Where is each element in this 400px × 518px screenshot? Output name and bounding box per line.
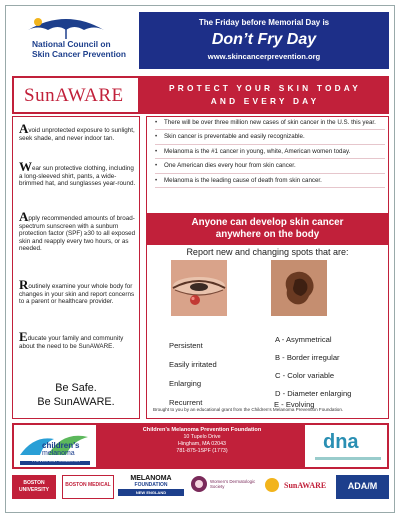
fdd-top-line: The Friday before Memorial Day is (198, 18, 330, 27)
flyer (5, 5, 395, 513)
fdd-url[interactable]: www.skincancerprevention.org (207, 52, 321, 61)
cmpf-logo-word2: melanoma (42, 450, 75, 457)
mf-line3: NEW ENGLAND (118, 489, 184, 496)
symptom-item: Enlarging (169, 379, 202, 388)
tip-cap: R (19, 277, 29, 292)
facts-list (155, 119, 385, 191)
wds-text: Women’s Dermatologic Society (210, 479, 256, 489)
tip-routinely (19, 277, 137, 306)
bmc-text: BOSTON MEDICAL (65, 482, 111, 488)
org-name-line1: National Council on (32, 39, 111, 49)
slogan-line2: Be SunAWARE. (37, 396, 115, 408)
abcde-item: B - Border irregular (275, 353, 340, 362)
boston-medical-logo (62, 475, 114, 499)
fact-item: • There will be over three million new cases of skin cancer in the U.S. this year. (155, 119, 385, 130)
dna-logo-text: dna (323, 431, 359, 453)
bu-text: BOSTON UNIVERSITY (18, 480, 49, 493)
tagline-line2: AND EVERY DAY (210, 96, 320, 106)
symptom-item: Recurrent (169, 398, 203, 407)
sunaware-banner (12, 76, 389, 114)
tip-text: ducate your family and community about the need to be SunAWARE. (19, 335, 124, 350)
foundation-address (102, 427, 302, 455)
sunaware-small-text: SunAWARE (284, 481, 327, 490)
sun-icon (262, 475, 282, 499)
symptom-item: Persistent (169, 341, 203, 350)
cmpf-logo-word3: PREVENTION FOUNDATION (32, 459, 80, 463)
tip-wear (19, 159, 137, 188)
tip-text: void unprotected exposure to sunlight, seek shade, and never indoor tan. (19, 127, 135, 142)
report-heading: Report new and changing spots that are: (186, 247, 349, 257)
tip-cap: W (19, 159, 32, 174)
facts-column (146, 116, 389, 419)
foundation-bar (12, 423, 389, 469)
dont-fry-day-panel (139, 12, 389, 69)
umbrella-icon (26, 14, 106, 40)
sunaware-small-logo (284, 475, 330, 499)
tip-cap: A (19, 209, 29, 224)
wds-emblem-icon (190, 475, 208, 499)
fact-item: • One American dies every hour from skin cancer. (155, 162, 385, 173)
grant-note: Brought to you by an educational grant from the Children’s Melanoma Prevention Foundation. (153, 407, 344, 412)
tip-avoid (19, 121, 137, 142)
anyone-banner (147, 213, 388, 245)
abcde-item: D - Diameter enlarging (275, 389, 352, 398)
abcde-item: A - Asymmetrical (275, 335, 332, 344)
foundation-phone: 781-875-1SPF (1773) (176, 448, 228, 454)
tip-text: pply recommended amounts of broad-spectrum sunscreen with a sunburn protection factor (SPF) ≥30 to all exposed skin and reapply every two hours, or as needed. (19, 215, 136, 253)
foundation-city: Hingham, MA 02043 (178, 441, 226, 447)
tip-cap: A (19, 121, 29, 136)
tip-educate (19, 329, 137, 350)
tip-cap: E (19, 329, 28, 344)
eyelid-lesion-image (171, 260, 227, 316)
melanoma-photo (271, 260, 327, 316)
fact-item: • Melanoma is the #1 cancer in young, white, American women today. (155, 148, 385, 159)
eyelid-lesion-photo (171, 260, 227, 316)
cmpf-logo (12, 423, 98, 469)
slogan-line1: Be Safe. (55, 382, 97, 394)
fact-item: • Skin cancer is preventable and easily recognizable. (155, 133, 385, 144)
sunaware-logo: SunAWARE (24, 85, 124, 106)
abcde-item-evolving: E - Evolving (274, 400, 315, 409)
fact-item: • Melanoma is the leading cause of death from skin cancer. (155, 177, 385, 188)
womens-derm-logo (210, 475, 258, 499)
mf-line2: FOUNDATION (134, 482, 168, 488)
anyone-line2: anywhere on the body (215, 229, 320, 240)
protect-tagline (144, 82, 386, 108)
slogan (13, 381, 139, 409)
tip-text: ear sun protective clothing, including a long-sleeved shirt, pants, a wide-brimmed hat, and sunglasses year-round. (19, 165, 136, 188)
melanoma-foundation-logo (118, 475, 184, 499)
mf-line1: MELANOMA (130, 475, 172, 482)
fdd-title: Don’t Fry Day (211, 31, 317, 48)
tip-text: outinely examine your whole body for changes in your skin and report concerns to a parent or healthcare provider. (19, 283, 135, 306)
cmpf-logo-word1: children’s (42, 441, 80, 450)
adam-logo (336, 475, 389, 499)
tagline-line1: PROTECT YOUR SKIN TODAY (169, 83, 361, 93)
melanoma-image (271, 260, 327, 316)
symptom-item: Easily irritated (169, 360, 217, 369)
foundation-street: 10 Tupelo Drive (183, 434, 221, 440)
dna-logo (303, 423, 389, 469)
tips-column (12, 116, 140, 419)
sunaware-logo-box (12, 76, 140, 114)
tip-apply (19, 209, 137, 253)
dna-tagline-bar (315, 457, 381, 460)
sponsor-logos (12, 471, 389, 507)
org-name-line2: Skin Cancer Prevention (32, 48, 127, 59)
abcde-item: C - Color variable (275, 371, 335, 380)
org-name (32, 40, 126, 59)
foundation-name: Children’s Melanoma Prevention Foundation (142, 427, 262, 433)
adam-text: ADA/M (347, 481, 378, 491)
ncscp-logo (12, 12, 142, 68)
header (6, 6, 394, 74)
anyone-line1: Anyone can develop skin cancer (191, 217, 344, 228)
boston-university-logo (12, 475, 56, 499)
